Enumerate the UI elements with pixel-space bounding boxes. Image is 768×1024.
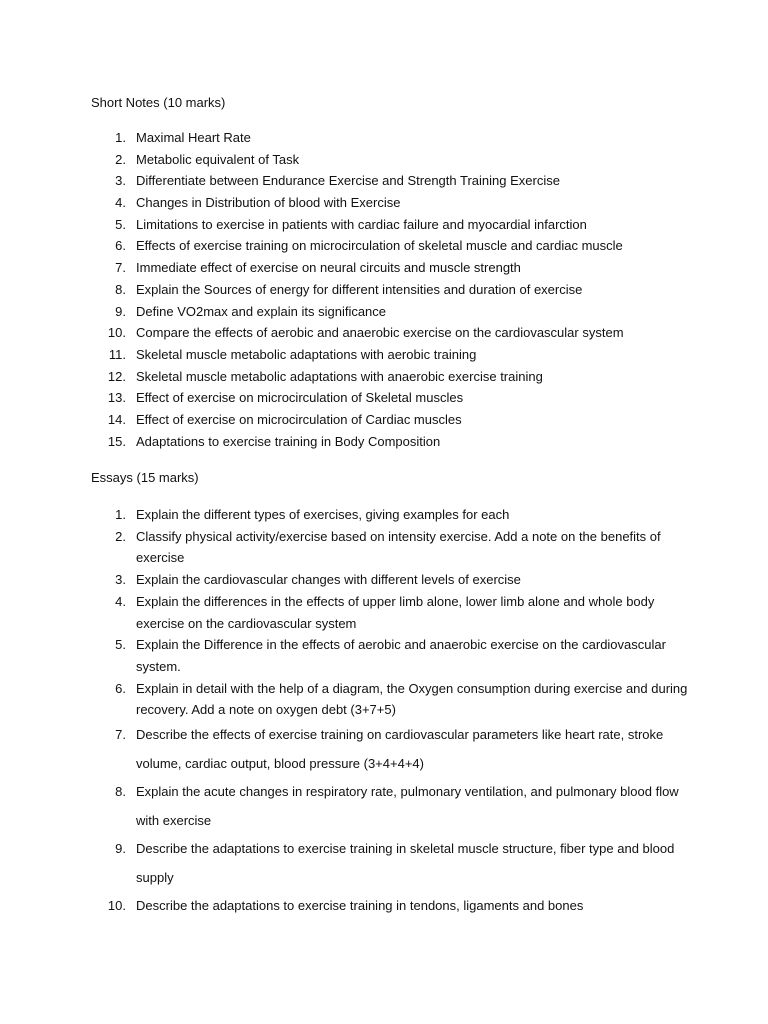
list-item [0,347,768,369]
item-text: Describe the adaptations to exercise training in skeletal muscle structure, fiber type and blood supply [136,841,675,885]
item-text: Explain the different types of exercises, giving examples for each [136,507,510,522]
item-text: Effects of exercise training on microcirculation of skeletal muscle and cardiac muscle [136,238,623,254]
item-number: 7. [115,727,126,743]
short-notes-heading: Short Notes (10 marks) [91,95,226,110]
item-text: Effect of exercise on microcirculation of Skeletal muscles [136,390,464,406]
list-item [0,678,768,721]
item-number: 5. [115,637,126,653]
list-item [0,195,768,217]
item-number: 10. [107,898,126,914]
list-item [0,173,768,195]
item-text: Classify physical activity/exercise based on intensity exercise. Add a note on the benefits of exercise [136,528,661,566]
item-text: Maximal Heart Rate [136,130,251,145]
item-number: 12. [107,368,126,384]
list-item [0,591,768,634]
item-number: 9. [115,841,126,857]
item-text: Compare the effects of aerobic and anaerobic exercise on the cardiovascular system [136,325,624,341]
item-text: Explain the differences in the effects of upper limb alone, lower limb alone and whole body exercise on the cardiovascular system [136,593,655,631]
item-text: Describe the effects of exercise training on cardiovascular parameters like heart rate, stroke volume, cardiac output, blood pressure (3+4+4+4) [136,727,664,771]
item-number: 13. [107,390,126,406]
item-text: Changes in Distribution of blood with Exercise [136,195,401,211]
list-item [0,238,768,260]
item-number: 1. [115,130,126,145]
item-number: 3. [115,572,126,588]
item-text: Explain the cardiovascular changes with different levels of exercise [136,572,521,588]
short-notes-list [0,130,768,455]
list-item [0,217,768,239]
item-text: Define VO2max and explain its significance [136,303,387,319]
list-item [0,835,768,892]
item-text: Immediate effect of exercise on neural circuits and muscle strength [136,260,521,276]
item-text: Limitations to exercise in patients with cardiac failure and myocardial infarction [136,216,587,232]
item-number: 3. [115,173,126,189]
item-number: 6. [115,680,126,696]
list-item [0,390,768,412]
item-number: 4. [115,593,126,609]
list-item [0,721,768,778]
item-text: Adaptations to exercise training in Body Composition [136,433,441,449]
item-number: 11. [108,346,126,362]
list-item [0,412,768,434]
item-number: 5. [115,216,126,232]
item-text: Skeletal muscle metabolic adaptations with anaerobic exercise training [136,368,543,384]
list-item [0,152,768,174]
item-text: Explain the Sources of energy for different intensities and duration of exercise [136,281,583,297]
list-item [0,369,768,391]
item-text: Explain the acute changes in respiratory rate, pulmonary ventilation, and pulmonary blood flow with exercise [136,784,679,828]
list-item [0,304,768,326]
item-number: 2. [115,151,126,167]
item-number: 4. [115,195,126,211]
list-item [0,434,768,456]
item-text: Metabolic equivalent of Task [136,151,300,167]
list-item [0,569,768,591]
item-text: Differentiate between Endurance Exercise and Strength Training Exercise [136,173,560,189]
essays-list [0,504,768,921]
item-number: 15. [107,433,126,449]
item-text: Effect of exercise on microcirculation of Cardiac muscles [136,411,462,427]
list-item [0,634,768,677]
item-number: 6. [115,238,126,254]
list-item [0,282,768,304]
item-number: 2. [115,528,126,544]
item-number: 9. [115,303,126,319]
list-item [0,260,768,282]
item-number: 10. [107,325,126,341]
list-item [0,325,768,347]
item-text: Explain the Difference in the effects of aerobic and anaerobic exercise on the cardiovascular system. [136,637,666,674]
list-item [0,892,768,921]
item-number: 1. [115,507,126,522]
essays-heading: Essays (15 marks) [91,470,199,485]
item-text: Explain in detail with the help of a diagram, the Oxygen consumption during exercise and during recovery. Add a note on oxygen debt (3+7+5) [136,680,688,718]
list-item [0,130,768,152]
list-item [0,504,768,526]
item-text: Describe the adaptations to exercise training in tendons, ligaments and bones [136,898,584,914]
list-item [0,778,768,835]
item-text: Skeletal muscle metabolic adaptations with aerobic training [136,346,477,362]
item-number: 8. [115,784,126,800]
item-number: 14. [107,411,126,427]
item-number: 8. [115,281,126,297]
item-number: 7. [115,260,126,276]
list-item [0,526,768,569]
